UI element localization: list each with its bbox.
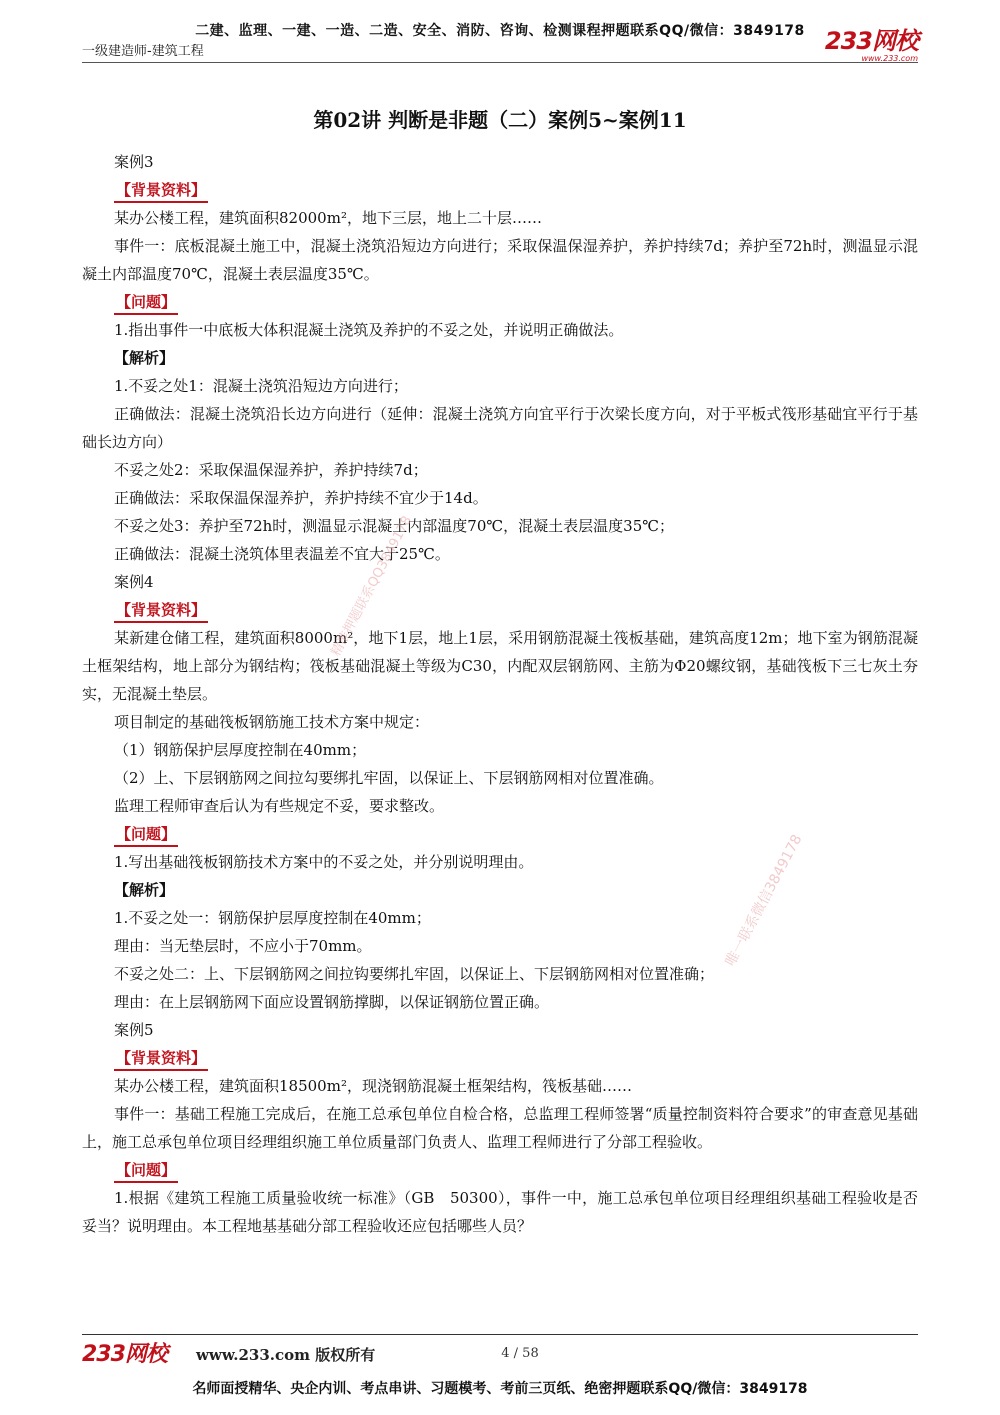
background-text: 某办公楼工程，建筑面积18500m²，现浇钢筋混凝土框架结构，筏板基础…… — [114, 1077, 632, 1095]
header-divider — [82, 62, 918, 63]
background-text: （2）上、下层钢筋网之间拉勾要绑扎牢固，以保证上、下层钢筋网相对位置准确。 — [114, 769, 664, 787]
logo-text: 233网校 — [824, 27, 918, 55]
case-label: 案例5 — [114, 1021, 154, 1039]
header-subtitle: 一级建造师-建筑工程 — [82, 44, 204, 59]
analysis-tag: 【解析】 — [114, 881, 175, 899]
page-number: 4 / 58 — [501, 1346, 539, 1361]
background-text: 某新建仓储工程，建筑面积8000m²，地下1层，地上1层，采用钢筋混凝土筏板基础，建筑高度12m；地下室为钢筋混凝土框架结构，地上部分为钢结构；筏板基础混凝土等级为C30，内配双层钢筋网、主筋为Φ20螺纹钢，基础筏板下三七灰土夯实，无混凝土垫层。 — [82, 629, 918, 703]
document-body — [82, 148, 918, 1240]
footer-divider — [82, 1334, 918, 1335]
analysis-text: 理由：当无垫层时，不应小于70mm。 — [114, 937, 372, 955]
analysis-text: 不妥之处二：上、下层钢筋网之间拉钩要绑扎牢固，以保证上、下层钢筋网相对位置准确； — [114, 965, 715, 983]
background-text: （1）钢筋保护层厚度控制在40mm； — [114, 741, 367, 759]
watermark: 精准押题联系QQ3849178 — [328, 513, 416, 659]
page-title: 第02讲 判断是非题（二）案例5~案例11 — [313, 108, 687, 132]
analysis-text: 不妥之处3：养护至72h时，测温显示混凝土内部温度70℃，混凝土表层温度35℃； — [114, 517, 675, 535]
case-label: 案例3 — [114, 153, 154, 171]
question-text: 1.指出事件一中底板大体积混凝土浇筑及养护的不妥之处，并说明正确做法。 — [114, 321, 624, 339]
analysis-text: 正确做法：采取保温保湿养护，养护持续不宜少于14d。 — [114, 489, 488, 507]
background-text: 监理工程师审查后认为有些规定不妥，要求整改。 — [114, 797, 445, 815]
footer-logo[interactable]: 233网校 — [82, 1342, 167, 1367]
background-text: 项目制定的基础筏板钢筋施工技术方案中规定： — [114, 713, 430, 731]
question-text: 1.根据《建筑工程施工质量验收统一标准》（GB 50300），事件一中，施工总承包单位项目经理组织基础工程验收是否妥当？说明理由。本工程地基基础分部工程验收还应包括哪些人员？ — [82, 1189, 918, 1235]
analysis-text: 不妥之处2：采取保温保湿养护，养护持续7d； — [114, 461, 428, 479]
question-tag: 【问题】 — [114, 292, 178, 315]
footer-copyright[interactable]: www.233.com 版权所有 — [196, 1346, 376, 1364]
case-label: 案例4 — [114, 573, 154, 591]
background-tag: 【背景资料】 — [114, 180, 208, 203]
brand-logo[interactable] — [825, 28, 918, 64]
background-text: 事件一：底板混凝土施工中，混凝土浇筑沿短边方向进行；采取保温保湿养护，养护持续7d；养护至72h时，测温显示混凝土内部温度70℃，混凝土表层温度35℃。 — [82, 237, 918, 283]
background-tag: 【背景资料】 — [114, 600, 208, 623]
analysis-text: 1.不妥之处一：钢筋保护层厚度控制在40mm； — [114, 909, 431, 927]
watermark: 唯一联系微信3849178 — [722, 832, 806, 969]
analysis-text: 1.不妥之处1：混凝土浇筑沿短边方向进行； — [114, 377, 408, 395]
background-text: 某办公楼工程，建筑面积82000m²，地下三层，地上二十层…… — [114, 209, 542, 227]
background-tag: 【背景资料】 — [114, 1048, 208, 1071]
background-text: 事件一：基础工程施工完成后，在施工总承包单位自检合格，总监理工程师签署“质量控制资料符合要求”的审查意见基础上，施工总承包单位项目经理组织施工单位质量部门负责人、监理工程师进行了分部工程验收。 — [82, 1105, 918, 1151]
analysis-text: 正确做法：混凝土浇筑沿长边方向进行（延伸：混凝土浇筑方向宜平行于次梁长度方向，对于平板式筏形基础宜平行于基础长边方向） — [82, 405, 918, 451]
analysis-text: 正确做法：混凝土浇筑体里表温差不宜大于25℃。 — [114, 545, 450, 563]
logo-url: www.233.com — [861, 54, 918, 63]
question-tag: 【问题】 — [114, 824, 178, 847]
bottom-promo-banner: 名师面授精华、央企内训、考点串讲、习题模考、考前三页纸、绝密押题联系QQ/微信：3849178 — [192, 1381, 808, 1397]
analysis-text: 理由：在上层钢筋网下面应设置钢筋撑脚，以保证钢筋位置正确。 — [114, 993, 550, 1011]
top-promo-banner: 二建、监理、一建、一造、二造、安全、消防、咨询、检测课程押题联系QQ/微信：3849178 — [195, 23, 805, 39]
question-text: 1.写出基础筏板钢筋技术方案中的不妥之处，并分别说明理由。 — [114, 853, 534, 871]
analysis-tag: 【解析】 — [114, 349, 175, 367]
question-tag: 【问题】 — [114, 1160, 178, 1183]
